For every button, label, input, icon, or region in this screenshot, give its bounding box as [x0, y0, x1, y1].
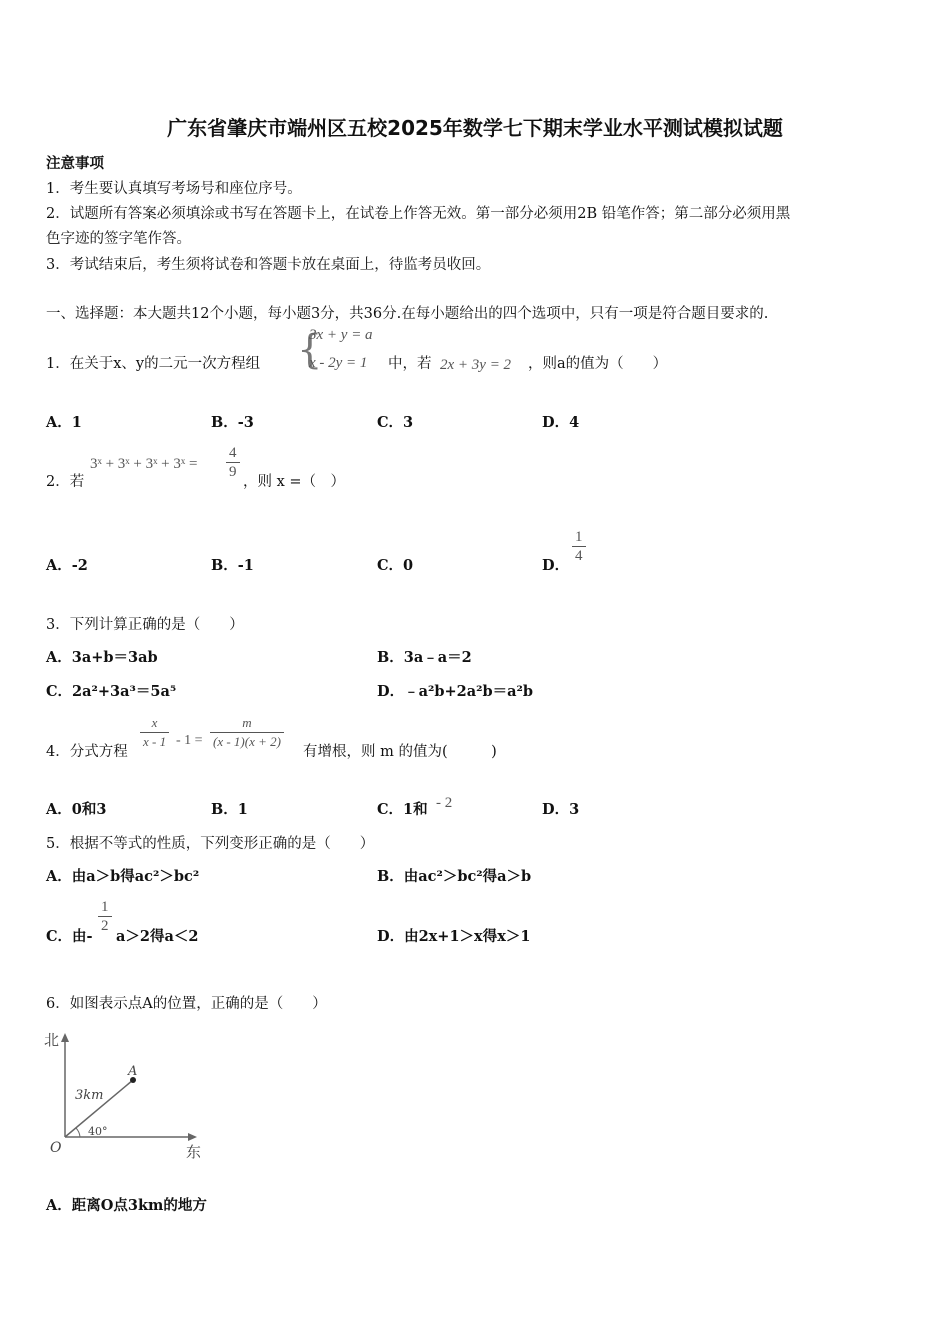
q2-option-a: A．-2: [46, 557, 88, 574]
angle-arc: [76, 1128, 80, 1137]
notice-item: 2．试题所有答案必须填涂或书写在答题卡上，在试卷上作答无效。第一部分必须用2B 铅笔作答；第二部分必须用黑: [46, 206, 791, 222]
q3-option-c: C．2a²+3a³＝5a⁵: [46, 683, 177, 700]
q2-fraction: [226, 444, 240, 481]
label-distance: 3km: [75, 1088, 104, 1103]
q4-option-b: B．1: [211, 801, 248, 818]
q3-option-d: D．﹣a²b+2a²b＝a²b: [377, 683, 533, 700]
q5-c-den: 2: [101, 918, 109, 934]
q2-option-d-fraction: [572, 528, 586, 565]
q5-c-num: 1: [98, 898, 112, 917]
q4-suffix: 有增根，则 m 的值为( ): [303, 744, 497, 760]
q6-option-a: A．距离O点3km的地方: [46, 1197, 207, 1214]
q5-option-d: D．由2x+1＞x得x＞1: [377, 928, 531, 945]
q4-option-c-extra: - 2: [436, 795, 453, 811]
label-angle: 40°: [88, 1125, 108, 1138]
q2-option-c: C．0: [377, 557, 414, 574]
q2-d-num: 1: [572, 528, 586, 547]
q5-option-c-fraction: [98, 898, 112, 935]
q5-stem: 5．根据不等式的性质，下列变形正确的是（ ）: [46, 836, 375, 852]
q1-eq1: 3x + y = a: [309, 327, 373, 343]
section-heading: 一、选择题：本大题共12个小题，每小题3分，共36分.在每小题给出的四个选项中，只有一项是符合题目要求的.: [46, 306, 769, 322]
q1-suffix: ，则a的值为（ ）: [528, 356, 668, 372]
north-arrow-icon: [61, 1033, 69, 1042]
q3-stem: 3．下列计算正确的是（ ）: [46, 617, 244, 633]
q3-option-b: B．3a﹣a＝2: [377, 649, 472, 666]
q2-suffix: ，则 x =（ ）: [243, 474, 346, 490]
label-north: 北: [44, 1031, 60, 1049]
q1-eq2: x - 2y = 1: [309, 355, 368, 371]
q5-option-b: B．由ac²＞bc²得a＞b: [377, 868, 532, 885]
q5-option-c-rest: a＞2得a＜2: [116, 928, 199, 945]
q2-option-d: D．: [542, 557, 570, 574]
brace-icon: {: [297, 327, 323, 373]
notice-item: 色字迹的签字笔作答。: [46, 231, 191, 247]
q6-figure: [40, 1025, 220, 1165]
q1-mid: 中，若: [388, 356, 432, 372]
q5-option-c: C．由-: [46, 928, 93, 945]
q4-left-fraction: [140, 714, 169, 751]
q1-option-b: B．-3: [211, 414, 254, 431]
q4-r-den: (x - 1)(x + 2): [213, 734, 281, 749]
q4-option-c: C．1和: [377, 801, 428, 818]
notice-item: 1．考生要认真填写考场号和座位序号。: [46, 181, 302, 197]
page-title: 广东省肇庆市端州区五校2025年数学七下期末学业水平测试模拟试题: [167, 116, 783, 140]
notice-heading: 注意事项: [46, 155, 104, 172]
label-origin: O: [50, 1140, 62, 1156]
q1-cond: 2x + 3y = 2: [440, 357, 512, 373]
label-east: 东: [186, 1143, 202, 1161]
notice-item: 3．考试结束后，考生须将试卷和答题卡放在桌面上，待监考员收回。: [46, 257, 491, 273]
q6-stem: 6．如图表示点A的位置，正确的是（ ）: [46, 996, 327, 1012]
label-point-a: A: [128, 1064, 138, 1079]
q4-l-den: x - 1: [143, 734, 167, 749]
q2-frac-den: 9: [229, 464, 237, 480]
q4-option-d: D．3: [542, 801, 580, 818]
q1-prefix: 1．在关于x、y的二元一次方程组: [46, 356, 261, 372]
east-arrow-icon: [188, 1133, 197, 1141]
q4-prefix: 4．分式方程: [46, 744, 128, 760]
q2-prefix: 2．若: [46, 474, 85, 490]
q4-minus: - 1 =: [176, 733, 203, 748]
q1-option-c: C．3: [377, 414, 414, 431]
q5-option-a: A．由a＞b得ac²＞bc²: [46, 868, 200, 885]
q3-option-a: A．3a+b＝3ab: [46, 649, 158, 666]
q2-frac-num: 4: [226, 444, 240, 463]
q2-option-b: B．-1: [211, 557, 254, 574]
q1-option-a: A．1: [46, 414, 82, 431]
q2-d-den: 4: [575, 548, 583, 564]
q4-r-num: m: [210, 714, 284, 733]
q4-option-a: A．0和3: [46, 801, 107, 818]
q4-l-num: x: [140, 714, 169, 733]
q4-right-fraction: [210, 714, 284, 751]
q2-expr: 3ˣ + 3ˣ + 3ˣ + 3ˣ =: [90, 456, 198, 472]
q1-option-d: D．4: [542, 414, 580, 431]
